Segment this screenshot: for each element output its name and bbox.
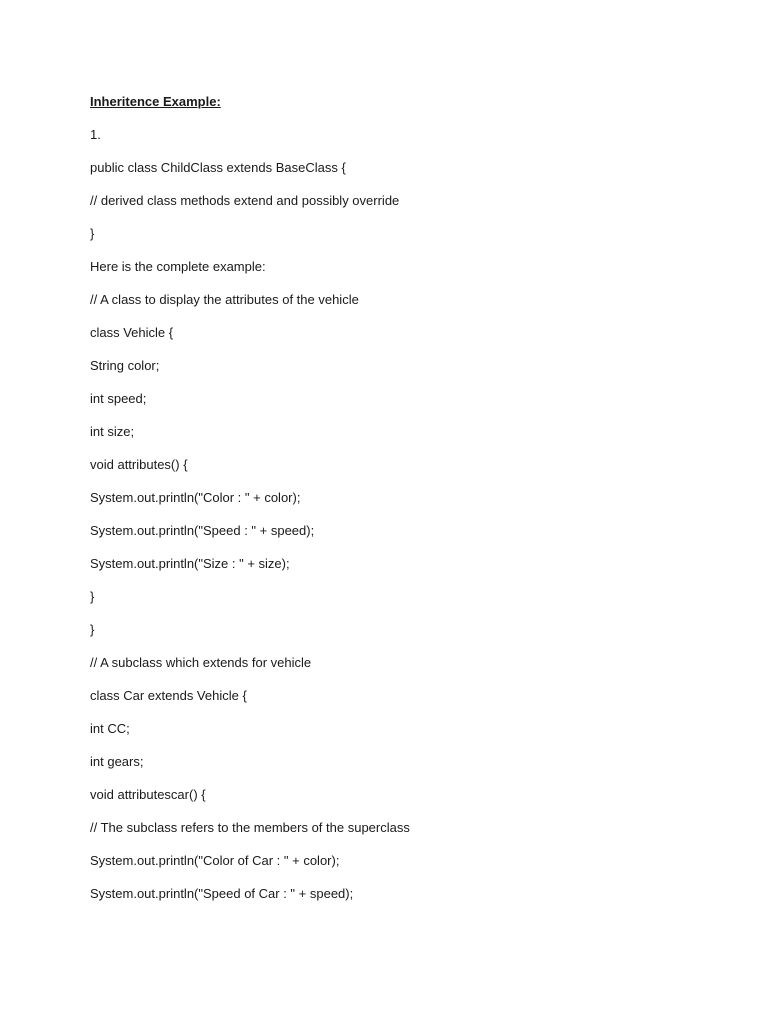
code-line: System.out.println("Color of Car : " + color);: [90, 853, 340, 868]
code-comment-line: // The subclass refers to the members of the superclass: [90, 820, 410, 835]
code-line: int speed;: [90, 391, 147, 406]
code-line: int CC;: [90, 721, 130, 736]
code-line: class Car extends Vehicle {: [90, 688, 247, 703]
code-line: String color;: [90, 358, 160, 373]
code-line: class Vehicle {: [90, 325, 174, 340]
document-body: [90, 91, 710, 916]
code-line: }: [90, 622, 95, 637]
code-comment-line: // derived class methods extend and possibly override: [90, 193, 400, 208]
code-line: int size;: [90, 424, 135, 439]
code-line: }: [90, 226, 95, 241]
text-line: Here is the complete example:: [90, 259, 266, 274]
text-line: 1.: [90, 127, 101, 142]
document-heading: Inheritence Example:: [90, 94, 221, 109]
code-line: System.out.println("Size : " + size);: [90, 556, 290, 571]
code-line: System.out.println("Color : " + color);: [90, 490, 301, 505]
code-line: System.out.println("Speed : " + speed);: [90, 523, 315, 538]
code-line: int gears;: [90, 754, 144, 769]
code-line: void attributes() {: [90, 457, 188, 472]
code-line: void attributescar() {: [90, 787, 206, 802]
code-comment-line: // A subclass which extends for vehicle: [90, 655, 312, 670]
code-line: System.out.println("Speed of Car : " + speed);: [90, 886, 354, 901]
code-comment-line: // A class to display the attributes of the vehicle: [90, 292, 359, 307]
code-line: public class ChildClass extends BaseClass {: [90, 160, 346, 175]
code-line: }: [90, 589, 95, 604]
